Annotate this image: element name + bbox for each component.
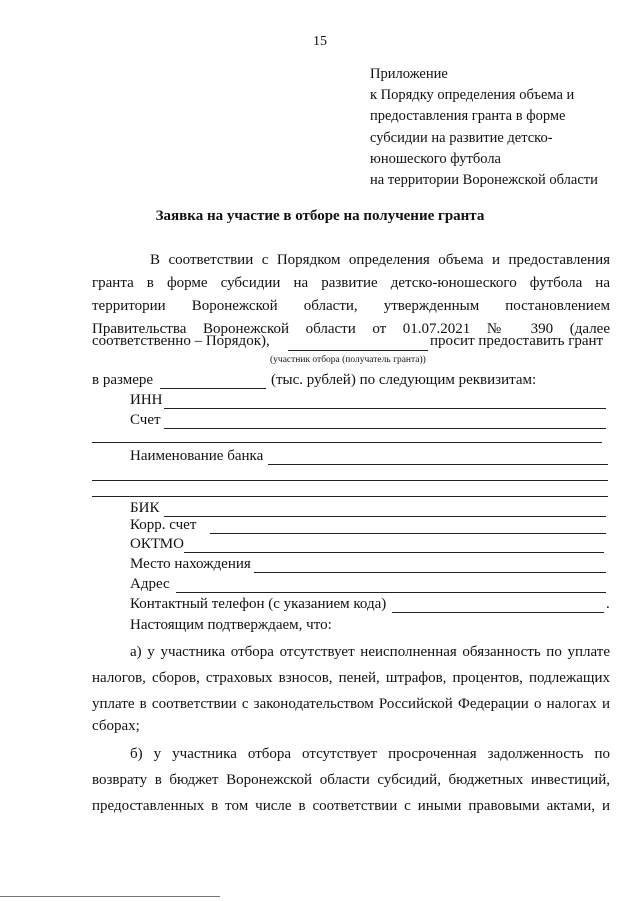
account-field-continued[interactable] [92,442,602,443]
bank-name-field-line-2[interactable] [92,480,608,481]
confirm-heading: Настоящим подтверждаем, что: [130,617,332,633]
bik-label: БИК [130,500,160,516]
point-b-line-1: б) у участника отбора отсутствует просроченная задолженность по [130,746,610,762]
point-a-line-3: уплате в соответствии с законодательством Российской Федерации о налогах и [92,696,610,712]
appendix-line: к Порядку определения объема и [370,87,575,104]
intro-line-2: гранта в форме субсидии на развитие детско-юношеского футбола на [92,275,610,291]
appendix-line: субсидии на развитие детско- [370,129,553,146]
amount-field[interactable] [160,388,266,389]
point-b-line-2: возврату в бюджет Воронежской области субсидий, бюджетных инвестиций, [92,772,610,788]
location-field[interactable] [254,572,606,573]
point-b-line-3: предоставленных в том числе в соответствии с иными правовыми актами, и [92,798,610,814]
footer-divider [0,896,220,897]
appendix-line: предоставления гранта в форме [370,108,566,125]
participant-name-field[interactable] [288,350,428,351]
address-field[interactable] [176,592,606,593]
address-label: Адрес [130,576,170,592]
inn-field[interactable] [164,408,606,409]
appendix-block [370,64,598,191]
appendix-line: на территории Воронежской области [370,172,598,189]
bank-name-field-line-3[interactable] [92,496,608,497]
appendix-line: юношеского футбола [370,150,501,167]
bank-name-label: Наименование банка [130,448,264,464]
corr-account-label: Корр. счет [130,517,197,533]
amount-suffix: (тыс. рублей) по следующим реквизитам: [271,372,537,388]
inn-label: ИНН [130,392,163,408]
document-title: Заявка на участие в отборе на получение гранта [155,208,485,224]
bank-name-field[interactable] [268,464,608,465]
corr-account-field[interactable] [210,533,606,534]
account-label: Счет [130,412,161,428]
location-label: Место нахождения [130,556,251,572]
phone-label: Контактный телефон (с указанием кода) [130,596,387,612]
intro-line-4: Правительства Воронежской области от 01.07.2021 № 390 (далее [92,321,610,337]
phone-field[interactable] [392,612,604,613]
point-a-line-1: а) у участника отбора отсутствует неисполненная обязанность по уплате [130,644,610,660]
phone-end-dot: . [606,596,610,612]
bik-field[interactable] [164,516,606,517]
intro-line-3: территории Воронежской области, утвержденным постановлением [92,298,610,314]
intro-line-1: В соответствии с Порядком определения объема и предоставления [150,252,610,268]
account-field[interactable] [164,428,606,429]
point-a-line-4: сборах; [92,718,140,734]
participant-sublabel: (участник отбора (получатель гранта)) [270,355,426,365]
amount-label: в размере [92,372,154,388]
appendix-line: Приложение [370,66,448,82]
intro-line-5-end: просит предоставить грант [430,333,604,349]
oktmo-field[interactable] [184,552,604,553]
page-number: 15 [313,34,327,49]
intro-line-5-start: соответственно – Порядок), [92,333,270,349]
oktmo-label: ОКТМО [130,536,184,552]
point-a-line-2: налогов, сборов, страховых взносов, пеней, штрафов, процентов, подлежащих [92,670,610,686]
